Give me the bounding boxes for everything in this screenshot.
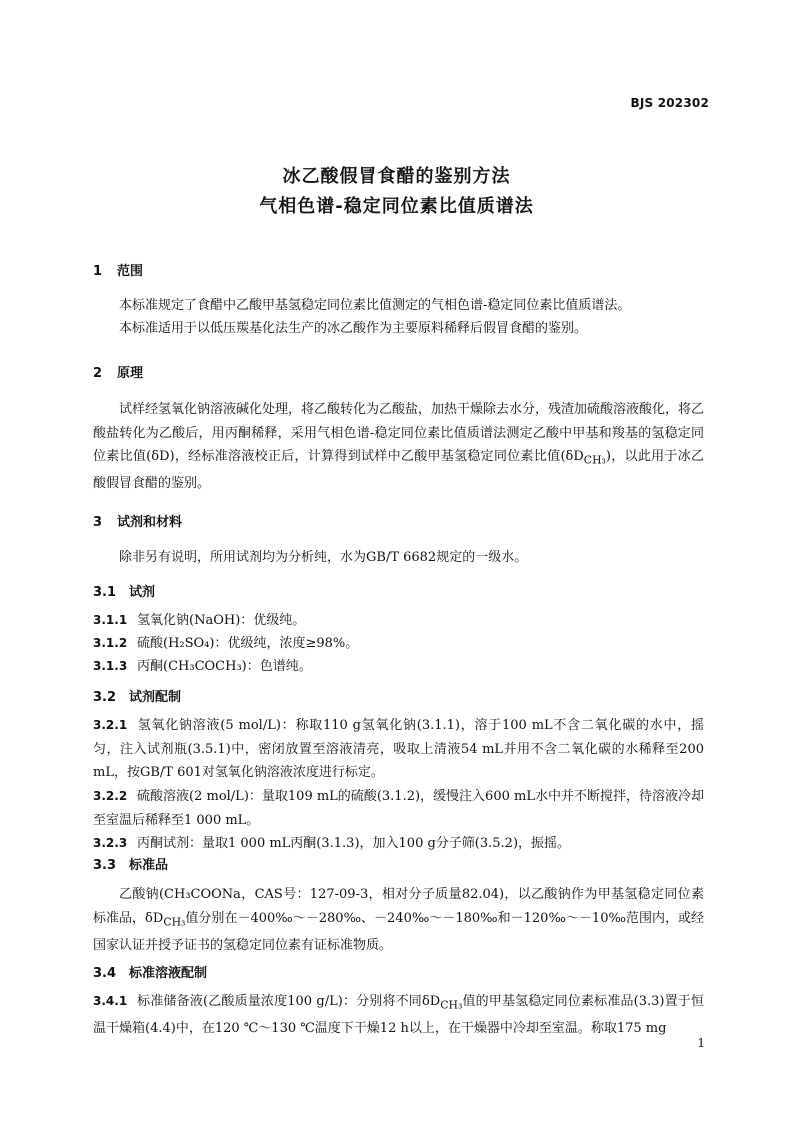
section-2-heading (93, 362, 143, 381)
item-text: 氢氧化钠溶液(5 mol/L)：称取110 g氢氧化钠(3.1.1)，溶于100 mL不含二氧化碳的水中，摇匀，注入试剂瓶(3.5.1)中，密闭放置至溶液清亮，吸取上清液54 mL并用不含二氧化碳的水稀释至200 mL，按GB/T 601对氢氧化钠溶液浓度进行标定。 (93, 718, 704, 780)
section-3-3-heading (93, 854, 168, 873)
standard-solution-item-3-4-1 (93, 990, 704, 1041)
reagent-item-3-1-3 (93, 655, 704, 679)
section-3-1-heading (93, 581, 155, 600)
item-text: 硫酸(H₂SO₄)：优级纯，浓度≥98%。 (137, 636, 359, 651)
section-title: 范围 (117, 264, 144, 279)
item-text: 氢氧化钠(NaOH)：优级纯。 (137, 613, 306, 628)
section-number: 3 (93, 515, 103, 530)
document-title-line-2: 气相色谱-稳定同位素比值质谱法 (259, 196, 534, 217)
item-number: 3.2.3 (93, 836, 128, 850)
section-number: 1 (93, 264, 103, 279)
preparation-item-3-2-3 (93, 832, 704, 856)
principle-paragraph: 试样经氢氧化钠溶液碱化处理，将乙酸转化为乙酸盐，加热干燥除去水分，残渣加硫酸溶液酸化，将乙酸盐转化为乙酸后，用丙酮稀释，采用气相色谱-稳定同位素比值质谱法测定乙酸中甲基和羧基的氢稳定同位素比值(δD)，经标准溶液校正后，计算得到试样中乙酸甲基氢稳定同位素比值$(\delta D_{CH_3})$，以此用于冰乙酸假冒食醋的鉴别。 (93, 402, 705, 492)
section-number: 3.4 (93, 966, 117, 981)
section-number: 3.2 (93, 690, 117, 705)
section-3-4-heading (93, 962, 207, 981)
item-text: 硫酸溶液(2 mol/L)：量取109 mL的硫酸(3.1.2)，缓慢注入600 mL水中并不断搅拌，待溶液冷却至室温后稀释至1 000 mL。 (93, 789, 704, 828)
section-title: 试剂和材料 (117, 515, 183, 530)
document-title-line-1: 冰乙酸假冒食醋的鉴别方法 (282, 166, 511, 187)
preparation-item-3-2-2 (93, 785, 704, 832)
reagents-intro-paragraph: 除非另有说明，所用试剂均为分析纯，水为GB/T 6682规定的一级水。 (119, 550, 528, 565)
section-number: 3.3 (93, 858, 117, 873)
item-number: 3.1.2 (93, 636, 128, 650)
standard-material-paragraph: 乙酸钠(CH₃COONa，CAS号：127-09-3，相对分子质量82.04)，以乙酸钠作为甲基氢稳定同位素标准品，$\delta D_{CH_3}$值分别在－400‰～－280‰、－240‰～－180‰和－120‰～－10‰范围内，或经国家认证并授予证书的氢稳定同位素有证标准物质。 (93, 887, 704, 953)
reagent-item-3-1-1 (93, 609, 704, 633)
section-title: 标准品 (129, 858, 169, 873)
section-3-2-heading (93, 686, 181, 705)
item-text: 丙酮(CH₃COCH₃)：色谱纯。 (137, 659, 312, 674)
section-number: 3.1 (93, 585, 117, 600)
item-text: 丙酮试剂：量取1 000 mL丙酮(3.1.3)，加入100 g分子筛(3.5.2)，振摇。 (137, 836, 571, 851)
item-number: 3.2.1 (93, 718, 128, 732)
page-number: 1 (697, 1036, 705, 1050)
section-3-heading (93, 511, 182, 530)
section-title: 原理 (117, 366, 144, 381)
item-number: 3.2.2 (93, 789, 128, 803)
preparation-item-3-2-1 (93, 714, 704, 785)
item-number: 3.4.1 (93, 994, 128, 1008)
section-title: 标准溶液配制 (129, 966, 208, 981)
reagent-item-3-1-2 (93, 632, 704, 656)
section-1-heading (93, 260, 143, 279)
scope-paragraph-1: 本标准规定了食醋中乙酸甲基氢稳定同位素比值测定的气相色谱-稳定同位素比值质谱法。 (119, 298, 631, 313)
item-text: 标准储备液(乙酸质量浓度100 g/L)：分别将不同$\delta D_{CH_3}$值的甲基氢稳定同位素标准品(3.3)置于恒温干燥箱(4.4)中，在120 ℃～130 ℃温度下干燥12 h以上，在干燥器中冷却至室温。称取175 mg (93, 994, 704, 1037)
scope-paragraph-2: 本标准适用于以低压羰基化法生产的冰乙酸作为主要原料稀释后假冒食醋的鉴别。 (119, 321, 588, 336)
item-number: 3.1.1 (93, 613, 128, 627)
document-code: BJS 202302 (630, 96, 709, 110)
section-title: 试剂配制 (129, 690, 182, 705)
item-number: 3.1.3 (93, 659, 128, 673)
section-title: 试剂 (129, 585, 156, 600)
section-number: 2 (93, 366, 103, 381)
